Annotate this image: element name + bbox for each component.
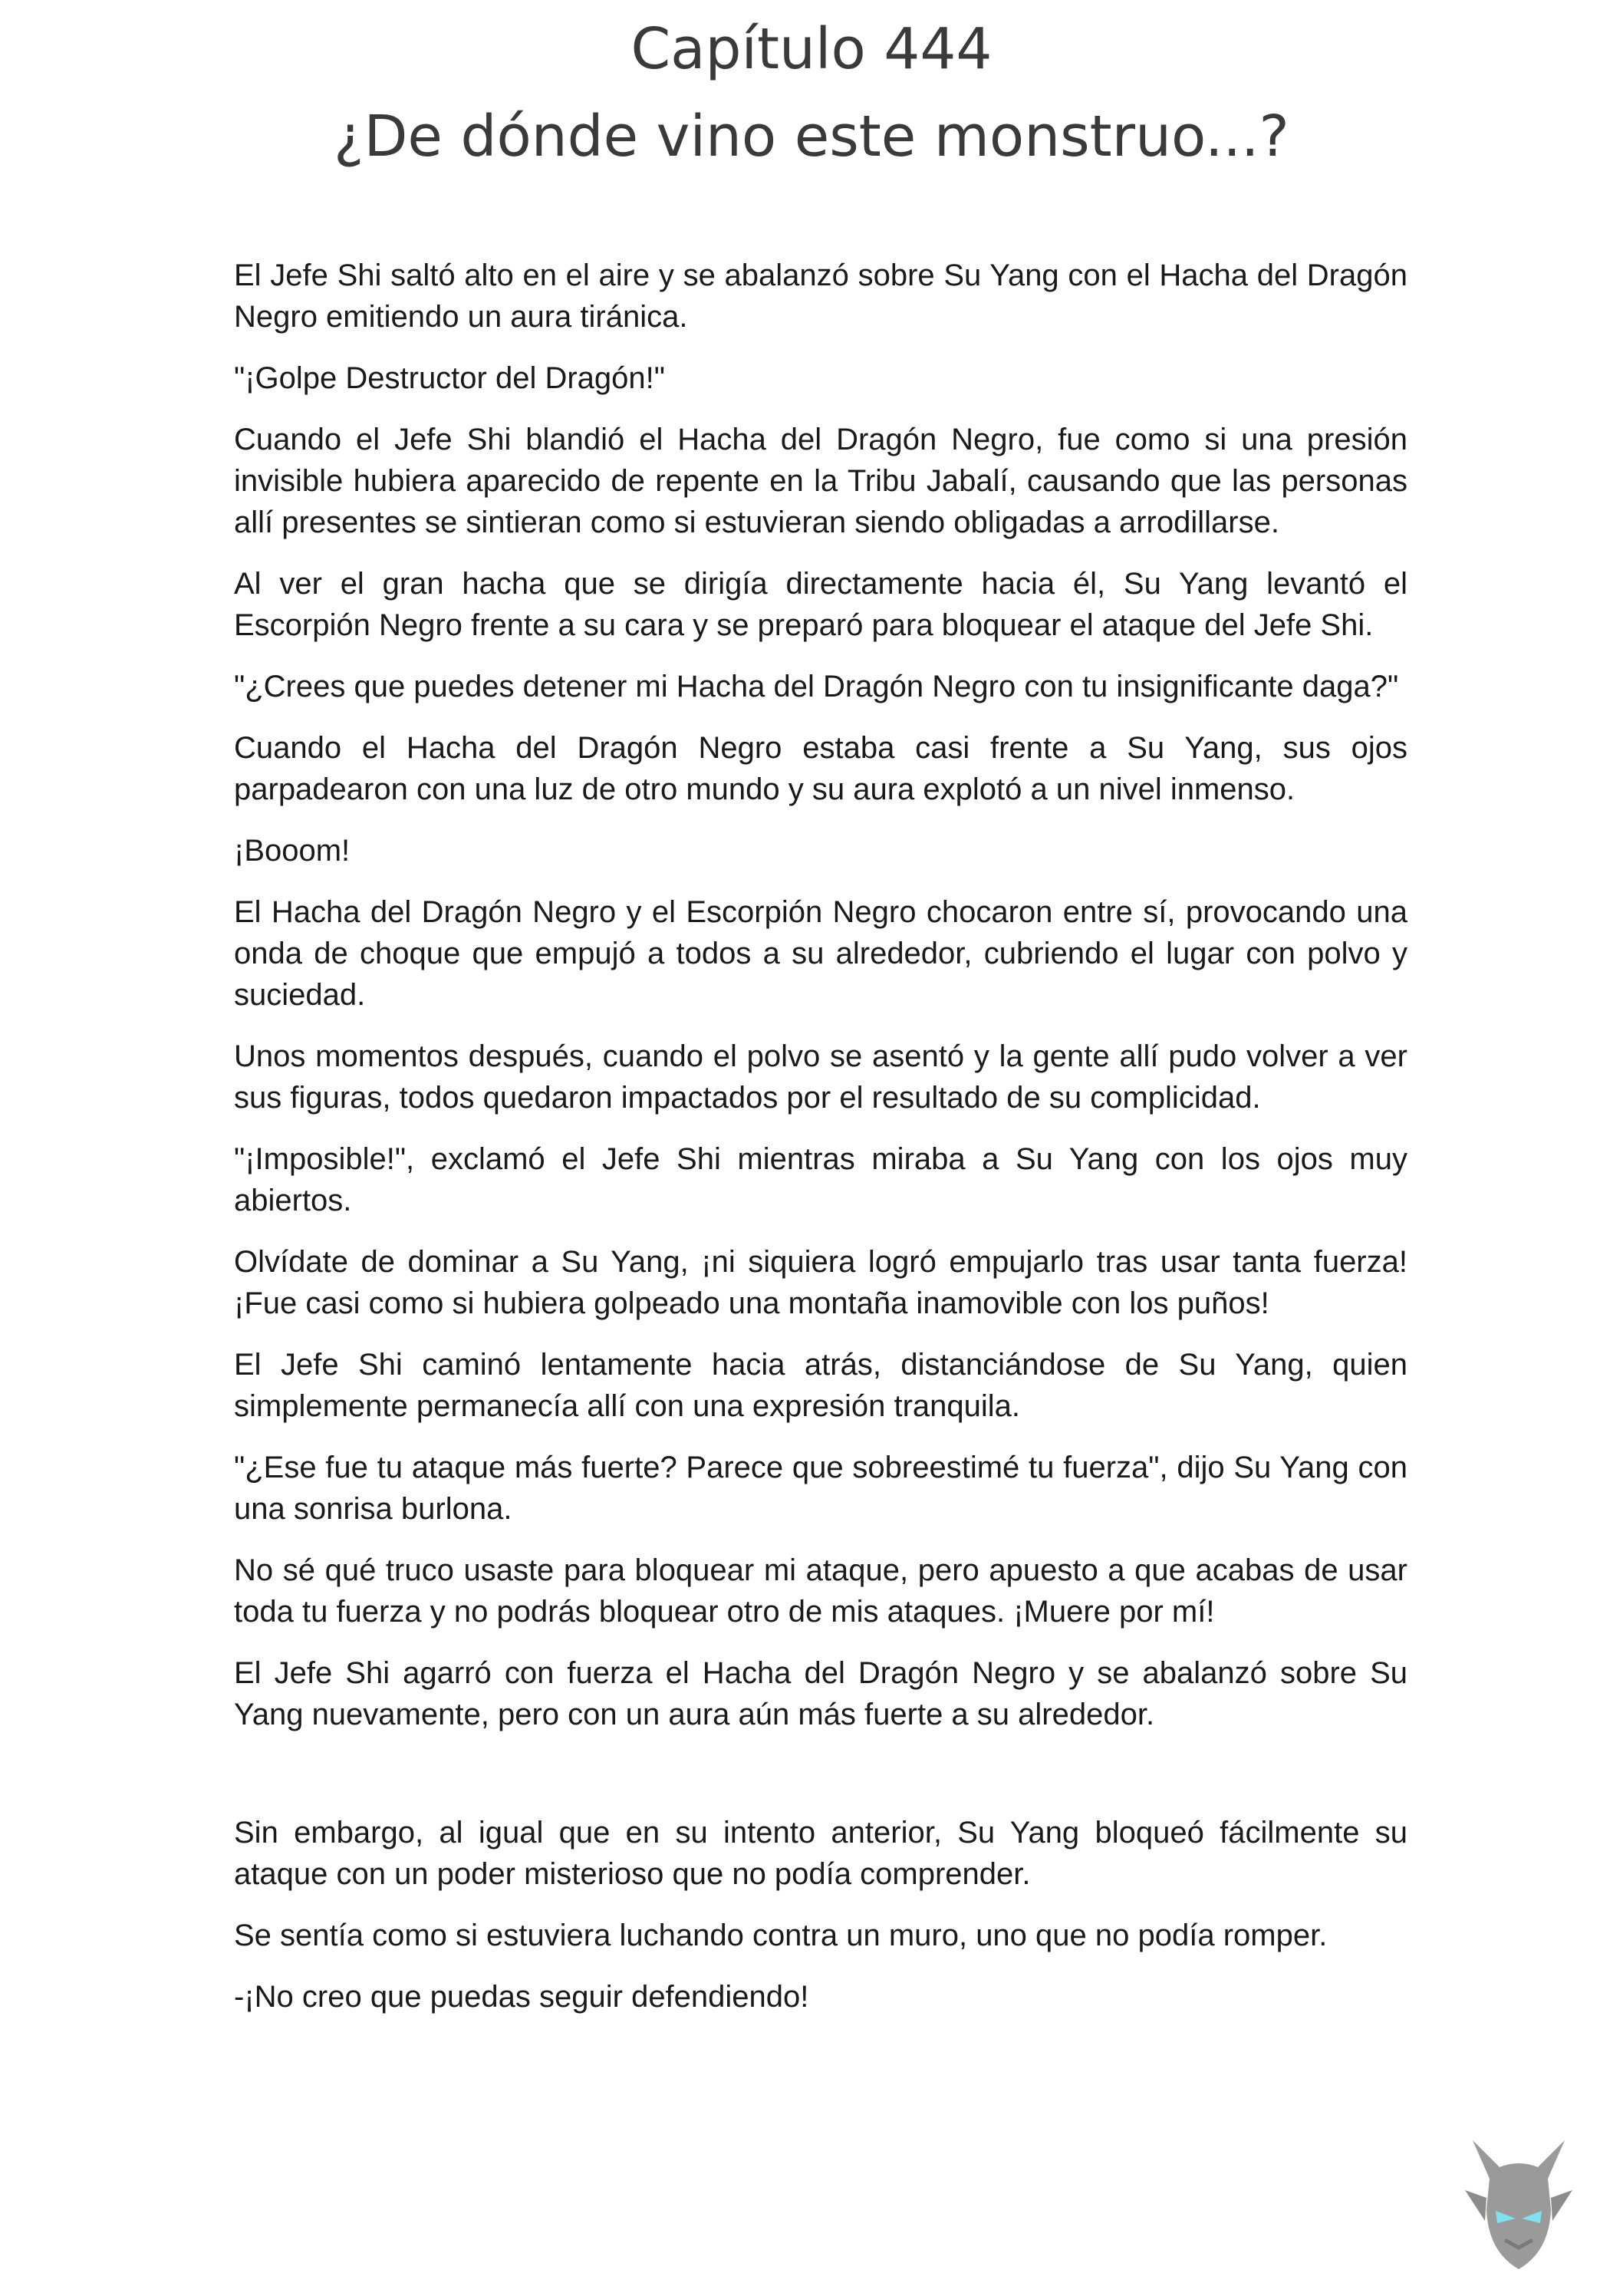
demon-right-ear [1551,2190,1572,2221]
paragraph: "¿Ese fue tu ataque más fuerte? Parece que sobreestimé tu fuerza", dijo Su Yang con una sonrisa burlona. [234,1451,1407,1526]
paragraph: El Jefe Shi caminó lentamente hacia atrás, distanciándose de Su Yang, quien simplemente permanecía allí con una expresión tranquila. [234,1348,1407,1423]
chapter-header [0,14,1623,172]
paragraph: "¡Imposible!", exclamó el Jefe Shi mientras miraba a Su Yang con los ojos muy abiertos. [234,1142,1407,1217]
paragraph: ¡Booom! [234,834,351,868]
chapter-number: Capítulo 444 [630,16,993,82]
chapter-body [234,255,1407,2037]
paragraph: "¡Golpe Destructor del Dragón!" [234,361,665,395]
demon-left-ear [1465,2190,1486,2221]
paragraph: Se sentía como si estuviera luchando contra un muro, uno que no podía romper. [234,1919,1328,1952]
paragraph: Cuando el Hacha del Dragón Negro estaba casi frente a Su Yang, sus ojos parpadearon con una luz de otro mundo y su aura explotó a un nivel inmenso. [234,731,1407,806]
demon-head-icon [1442,2125,1595,2278]
paragraph: Olvídate de dominar a Su Yang, ¡ni siquiera logró empujarlo tras usar tanta fuerza! ¡Fue casi como si hubiera golpeado una montaña inamovible con los puños! [234,1245,1407,1320]
paragraph: -¡No creo que puedas seguir defendiendo! [234,1980,809,2014]
paragraph: Unos momentos después, cuando el polvo se asentó y la gente allí pudo volver a ver sus figuras, todos quedaron impactados por el resultado de su complicidad. [234,1039,1407,1115]
paragraph: Cuando el Jefe Shi blandió el Hacha del Dragón Negro, fue como si una presión invisible hubiera aparecido de repente en la Tribu Jabalí, causando que las personas allí presentes se sintieran como si estuvieran siendo obligadas a arrodillarse. [234,423,1407,539]
demon-head-svg [1442,2125,1595,2278]
paragraph: El Jefe Shi saltó alto en el aire y se abalanzó sobre Su Yang con el Hacha del Dragón Negro emitiendo un aura tiránica. [234,259,1407,334]
paragraph: El Jefe Shi agarró con fuerza el Hacha del Dragón Negro y se abalanzó sobre Su Yang nuevamente, pero con un aura aún más fuerte a su alrededor. [234,1656,1407,1731]
paragraph: Al ver el gran hacha que se dirigía directamente hacia él, Su Yang levantó el Escorpión Negro frente a su cara y se preparó para bloquear el ataque del Jefe Shi. [234,567,1407,642]
paragraph: "¿Crees que puedes detener mi Hacha del Dragón Negro con tu insignificante daga?" [234,670,1399,703]
chapter-title: ¿De dónde vino este monstruo...? [334,104,1289,170]
paragraph: Sin embargo, al igual que en su intento anterior, Su Yang bloqueó fácilmente su ataque con un poder misterioso que no podía comprender. [234,1816,1407,1891]
paragraph: El Hacha del Dragón Negro y el Escorpión Negro chocaron entre sí, provocando una onda de choque que empujó a todos a su alrededor, cubriendo el lugar con polvo y suciedad. [234,895,1407,1012]
paragraph: No sé qué truco usaste para bloquear mi ataque, pero apuesto a que acabas de usar toda tu fuerza y no podrás bloquear otro de mis ataques. ¡Muere por mí! [234,1553,1407,1629]
